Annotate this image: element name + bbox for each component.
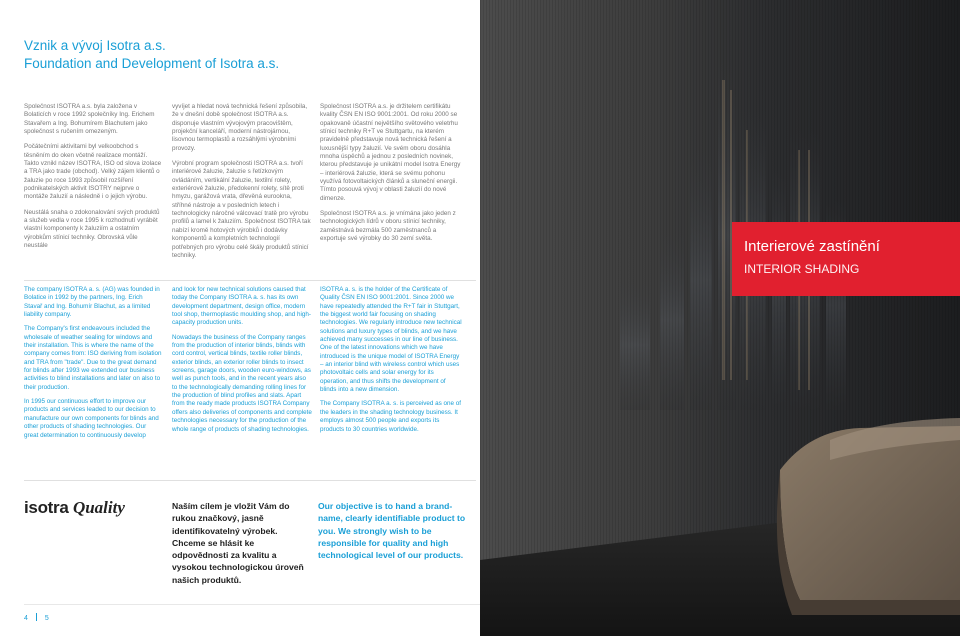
interior-shading-banner <box>732 222 960 296</box>
en-column-2 <box>172 286 312 440</box>
paragraph: The Company's first endeavours included the wholesale of weather sealing for windows and their installation. This is where the name of the company comes from: ISO deriving from isolation and TRA from "trade". Due to the great demand for blinds after 1993 we extended our business activities to blind installations and later on also to their production. <box>24 325 162 391</box>
page-number-left: 4 <box>24 615 28 622</box>
paragraph: ISOTRA a. s. is the holder of the Certificate of Quality ČSN EN ISO 9001:2001. Since 2000 we have repeatedly attended the R+T fair in Stuttgart, the biggest world fair focusing on shading technologies. We regularly introduce new technical solutions and luxury types of blinds, and we have achieved many successes in our line of business. One of the latest innovations which we have introduced is the unique model of ISOTRA Energy – an interior blind with wireless control which uses photovoltaic cells and solar energy for its operation, and thus shifts the development of blinds into a new dimension. <box>320 286 462 394</box>
logo-brand: isotra <box>24 498 69 517</box>
title-en: Foundation and Development of Isotra a.s. <box>24 56 280 71</box>
paragraph: Společnost ISOTRA a.s. je držitelem certifikátu kvality ČSN EN ISO 9001:2001. Od roku 2000 se opakovaně účastní největšího světového veletrhu stínicí techniky R+T ve Stuttgartu, na kterém pravidelně představuje nová technická řešení a luxusnější typy žaluzií. Ve svém oboru dosáhla mnoha úspěchů a jednou z posledních novinek, kterou představuje je unikátní model Isotra Energy – interiérová žaluzie, která se svému pohonu využívá fotovoltaických článků a sluneční energii. Tímto posouvá vývoj v oblasti žaluzií do nové dimenze. <box>320 103 461 202</box>
title-cz: Vznik a vývoj Isotra a.s. <box>24 38 166 53</box>
slogan-en: Our objective is to hand a brand-name, clearly identifiable product to you. We strongly wish to be responsible for quality and high technological level of our products. <box>318 501 466 561</box>
page-numbers <box>24 613 57 622</box>
paragraph: Počátečními aktivitami byl velkoobchod s těsněním do oken včetně realizace montáží. Takto vznikl název ISOTRA, ISO od slova izolace a TRA jako trade (obchod). Velký zájem klientů o žaluzie po roce 1993 způsobil rozšíření podnikatelských aktivit ISOTRY nejprve o montáže žaluzií a následně i o jejich výrobu. <box>24 143 162 201</box>
paragraph: Společnost ISOTRA a.s. byla založena v Bolaticích v roce 1992 společníky Ing. Erichem Stavařem a Ing. Bohumírem Blachutem jako společnost s ručením omezeným. <box>24 103 155 136</box>
divider <box>24 604 480 605</box>
paragraph: Neustálá snaha o zdokonalování svých produktů a služeb vedla v roce 1995 k rozhodnutí vyrábět vlastní komponenty k žaluziím a ostatním výrobkům stínicí techniky. Obrovská vůle neustále <box>24 208 160 250</box>
page-separator <box>36 613 37 621</box>
photo-illustration <box>480 0 960 636</box>
paragraph: Společnost ISOTRA a.s. je vnímána jako jeden z technologických lídrů v oboru stínicí techniky, zaměstnává bezmála 500 zaměstnanců a exportuje své výrobky do 30 zemí světa. <box>320 210 456 243</box>
slogan-cz: Naším cílem je vložit Vám do rukou značkový, jasně identifikovatelný výrobek. Chceme se hlásit ke odpovědnosti za kvalitu a vysokou technologickou úroveň našich produktů. <box>172 501 304 585</box>
paragraph: and look for new technical solutions caused that today the Company ISOTRA a. s. has its own development department, design office, modern tool shop, thermoplastic moulding shop, and high-capacity production units. <box>172 286 311 327</box>
cz-column-2 <box>172 103 312 267</box>
banner-title-en: INTERIOR SHADING <box>744 262 860 276</box>
paragraph: Nowadays the business of the Company ranges from the production of interior blinds, blinds with cord control, vertical blinds, textile roller blinds, exterior blinds, an exterior roller blinds to insect screens, garage doors, wooden euro-windows, as well as punch tools, and in the recent years also to the technologically demanding rolling lines for the production of blind profiles and slats. Apart from the ready made products ISOTRA Company offers also deliveries of components and complete technologies necessary for the production of the whole range of products of shading technologies. <box>172 333 312 433</box>
page-title <box>24 37 279 73</box>
paragraph: Výrobní program společnosti ISOTRA a.s. tvoří interiérové žaluzie, žaluzie s řetízkovým ovládáním, vertikální žaluzie, textilní rolety, exteriérové žaluzie, předokenní rolety, sítě proti hmyzu, garážová vrata, dřevěná eurookna, stříhné nástroje a v posledních letech i technologicky náročné válcovací tratě pro výrobu profilů a lamel k žaluziím. Společnost ISOTRA tak nabízí kromě hotových výrobků i dodávky komponentů a kompletních technologií potřebných pro výrobu celé škály produktů stínicí techniky. <box>172 160 311 259</box>
cz-column-3 <box>320 103 462 251</box>
paragraph: vyvíjet a hledat nová technická řešení způsobila, že v dnešní době společnost ISOTRA a.s. disponuje vlastním vývojovým pracovištěm, projekční kanceláří, moderní nástrojárnou, lisovnou termoplastů a rozsáhlými výrobními provozy. <box>172 103 308 152</box>
divider <box>24 480 476 481</box>
page-number-right: 5 <box>44 615 49 622</box>
en-column-3 <box>320 286 462 440</box>
paragraph: In 1995 our continuous effort to improve our products and services leaded to our decision to manufacture our own components for blinds and other products of shading technologies. Our great determination to continuously develop <box>24 398 159 439</box>
banner-title-cz: Interierové zastínění <box>744 238 880 255</box>
paragraph: The Company ISOTRA a. s. is perceived as one of the leaders in the shading technology business. It employs almost 500 people and exports its products to 30 countries worldwide. <box>320 400 462 433</box>
isotra-quality-logo <box>24 498 125 518</box>
logo-quality: Quality <box>72 498 125 517</box>
en-column-1 <box>24 286 162 446</box>
interior-photo <box>480 0 960 636</box>
paragraph: The company ISOTRA a. s. (AG) was founded in Bolatice in 1992 by the partners, Ing. Erich Stavař and Ing. Bohumír Blachut, as a limited liability company. <box>24 286 160 319</box>
divider <box>24 280 476 281</box>
cz-column-1 <box>24 103 162 258</box>
